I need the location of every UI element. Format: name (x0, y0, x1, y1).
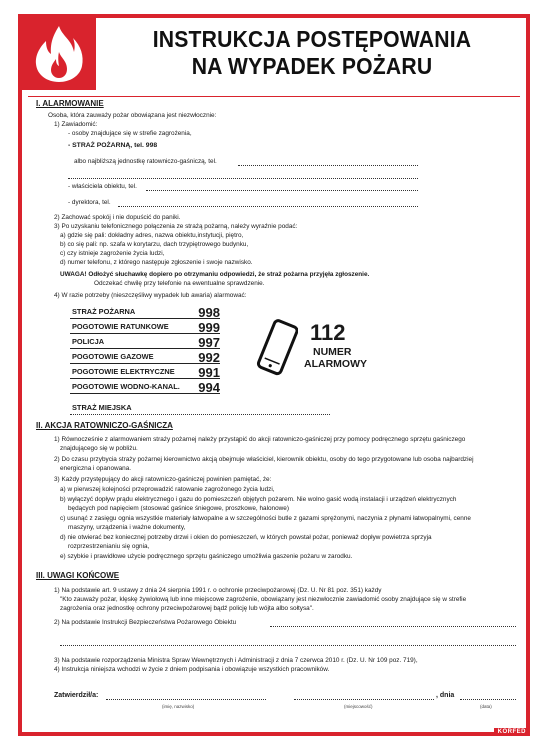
emergency-name: POGOTOWIE RATUNKOWE (72, 322, 169, 332)
emergency-number: 999 (198, 320, 220, 336)
emergency-number: 991 (198, 365, 220, 381)
s2-p1: 1) Równocześnie z alarmowaniem straży pożarnej należy przystąpić do akcji ratowniczo-gaśniczej przy pomocy podręcznego sprzętu gaśniczego (54, 436, 466, 443)
s3-p1c: zagrożenia oraz jednostkę ochrony przeciwpożarowej bądź policję lub wójta albo sołtysa". (60, 605, 314, 612)
director-phone-line[interactable] (118, 200, 418, 207)
section-3-heading: III. UWAGI KOŃCOWE (36, 571, 120, 580)
emergency-number: 994 (198, 380, 220, 396)
s1-p3: 3) Po uzyskaniu telefonicznego połączenia ze strażą pożarną, należy wyraźnie podać: (54, 223, 298, 230)
poster-title (122, 26, 502, 80)
ibp-fill-line-2[interactable] (60, 639, 516, 646)
emergency-name: POLICJA (72, 337, 105, 347)
emergency-number: 997 (198, 335, 220, 351)
city-guard-row (70, 400, 330, 415)
s1-warning-2: Odczekać chwilę przy telefonie na ewentualne sprawdzenie. (94, 280, 265, 287)
p1c-fill-line[interactable] (238, 159, 418, 166)
section-1-heading: I. ALARMOWANIE (36, 99, 104, 108)
title-line-1: INSTRUKCJA POSTĘPOWANIA (152, 26, 472, 52)
emergency-row (70, 304, 220, 319)
s2-p2b: energiczna i opanowana. (60, 465, 132, 472)
s1-p1c: albo najbliższą jednostkę ratowniczo-gaśniczą, tel. (74, 158, 217, 165)
p1c-fill-line-2[interactable] (68, 172, 418, 179)
date-line[interactable] (460, 693, 516, 700)
s1-p3c: c) czy istnieje zagrożenie życia ludzi, (60, 250, 165, 257)
s3-p1b: "Kto zauważy pożar, klęskę żywiołową lub inne miejscowe zagrożenie, obowiązany jest niezwłocznie zawiadomić osoby znajdujące się w strefie (60, 596, 467, 603)
ibp-fill-line[interactable] (270, 620, 516, 627)
fire-logo (22, 18, 96, 90)
fire-flame-icon (32, 24, 86, 84)
s1-p1e: - dyrektora, tel. (68, 199, 111, 206)
emergency-name: POGOTOWIE ELEKTRYCZNE (72, 367, 175, 377)
s2-p2: 2) Do czasu przybycia straży pożarnej kierownictwo akcją obejmuje właściciel, kierownik obiektu, osoby do tego przygotowane lub osoba najbardziej (54, 456, 474, 463)
s1-p1: 1) Zawiadomić: (54, 121, 98, 128)
emergency-row (70, 349, 220, 364)
poster-frame (18, 14, 530, 736)
s2-p3: 3) Każdy przystępujący do akcji ratowniczo-gaśniczej powinien pamiętać, że: (54, 476, 272, 483)
s1-p3d: d) numer telefonu, z którego następuje zgłoszenie i swoje nazwisko. (60, 259, 253, 266)
s2-d2: rozprzestrzenianiu się ognia, (68, 543, 150, 550)
s2-e: e) szybkie i prawidłowe użycie podręcznego sprzętu gaśniczego umożliwia gaszenie pożaru w zarodku. (60, 553, 353, 560)
brand-label: KORFED (494, 728, 530, 736)
emergency-name: STRAŻ POŻARNA (72, 307, 136, 317)
s1-warning-1: UWAGA! Odłożyć słuchawkę dopiero po otrzymaniu odpowiedzi, że straż pożarna przyjęła zgłoszenie. (60, 271, 370, 278)
alarm-number: 112 (310, 320, 346, 345)
emergency-number: 992 (198, 350, 220, 366)
owner-phone-line[interactable] (146, 184, 418, 191)
title-divider (28, 96, 520, 97)
sig-caption-name: (imię, nazwisko) (162, 704, 195, 709)
s3-p2: 2) Na podstawie Instrukcji Bezpieczeństwa Pożarowego Obiektu (54, 619, 237, 626)
emergency-number: 998 (198, 305, 220, 321)
s1-p3a: a) gdzie się pali: dokładny adres, nazwa obiektu,instytucji, piętro, (60, 232, 244, 239)
s1-p2: 2) Zachować spokój i nie dopuścić do paniki. (54, 214, 181, 221)
alarm-label-2: ALARMOWY (304, 358, 367, 370)
s1-p4: 4) W razie potrzeby (nieszczęśliwy wypadek lub awaria) alarmować: (54, 292, 247, 299)
emergency-name: POGOTOWIE WODNO-KANAL. (72, 382, 180, 392)
s2-b: b) wyłączyć dopływ prądu elektrycznego i gazu do pomieszczeń objętych pożarem. Nie wolno gasić wodą instalacji i urządzeń elektrycznych (60, 496, 457, 503)
section-2-heading: II. AKCJA RATOWNICZO-GAŚNICZA (36, 421, 173, 430)
s2-b2: będących pod napięciem (stosować gaśnice śniegowe, proszkowe, halonowe) (68, 505, 289, 512)
s1-intro: Osoba, która zauważy pożar obowiązana jest niezwłocznie: (48, 112, 217, 119)
place-line[interactable] (294, 693, 434, 700)
s3-p3: 3) Na podstawie rozporządzenia Ministra Spraw Wewnętrznych i Administracji z dnia 7 czerwca 2010 r. (Dz. U. Nr 109 poz. 719), (54, 657, 418, 664)
s3-p4: 4) Instrukcja niniejsza wchodzi w życie z dniem podpisania i obowiązuje wszystkich pracowników. (54, 666, 330, 673)
s1-p1b: - STRAŻ POŻARNĄ, tel. 998 (68, 142, 158, 149)
s2-c2: maszyny, urządzenia i ważne dokumenty, (68, 524, 186, 531)
approved-label: Zatwierdził/a: (54, 692, 99, 699)
s2-c: c) usunąć z zasięgu ognia wszystkie materiały łatwopalne a w szczególności butle z gazami sprężonymi, naczynia z płynami łatwopalnymi, cenne (60, 515, 471, 522)
s1-p1d: - właściciela obiektu, tel. (68, 183, 137, 190)
title-line-2: NA WYPADEK POŻARU (191, 53, 433, 79)
s1-p1a: - osoby znajdujące się w strefie zagrożenia, (68, 130, 192, 137)
city-guard-name: STRAŻ MIEJSKA (72, 403, 132, 413)
s2-a: a) w pierwszej kolejności przeprowadzić ratowanie zagrożonego życia ludzi, (60, 486, 275, 493)
smartphone-icon (256, 318, 298, 380)
alarm-label-1: NUMER (313, 346, 352, 358)
s3-p1: 1) Na podstawie art. 9 ustawy z dnia 24 sierpnia 1991 r. o ochronie przeciwpożarowej (Dz. U. Nr 81 poz. 351) każdy (54, 587, 382, 594)
s2-p1b: znajdującego się w pobliżu. (60, 445, 138, 452)
s1-p3b: b) co się pali: np. szafa w korytarzu, dach trzypiętrowego budynku, (60, 241, 249, 248)
emergency-row (70, 319, 220, 334)
sig-caption-place: (miejscowość) (344, 704, 373, 709)
approver-name-line[interactable] (106, 693, 266, 700)
emergency-row (70, 364, 220, 379)
emergency-name: POGOTOWIE GAZOWE (72, 352, 154, 362)
date-label: , dnia (436, 692, 455, 699)
s2-d: d) nie otwierać bez koniecznej potrzeby drzwi i okien do pomieszczeń, w których powstał pożar, ponieważ dopływ powietrza sprzyja (60, 534, 432, 541)
emergency-row (70, 379, 220, 394)
emergency-row (70, 334, 220, 349)
sig-caption-date: (data) (480, 704, 492, 709)
